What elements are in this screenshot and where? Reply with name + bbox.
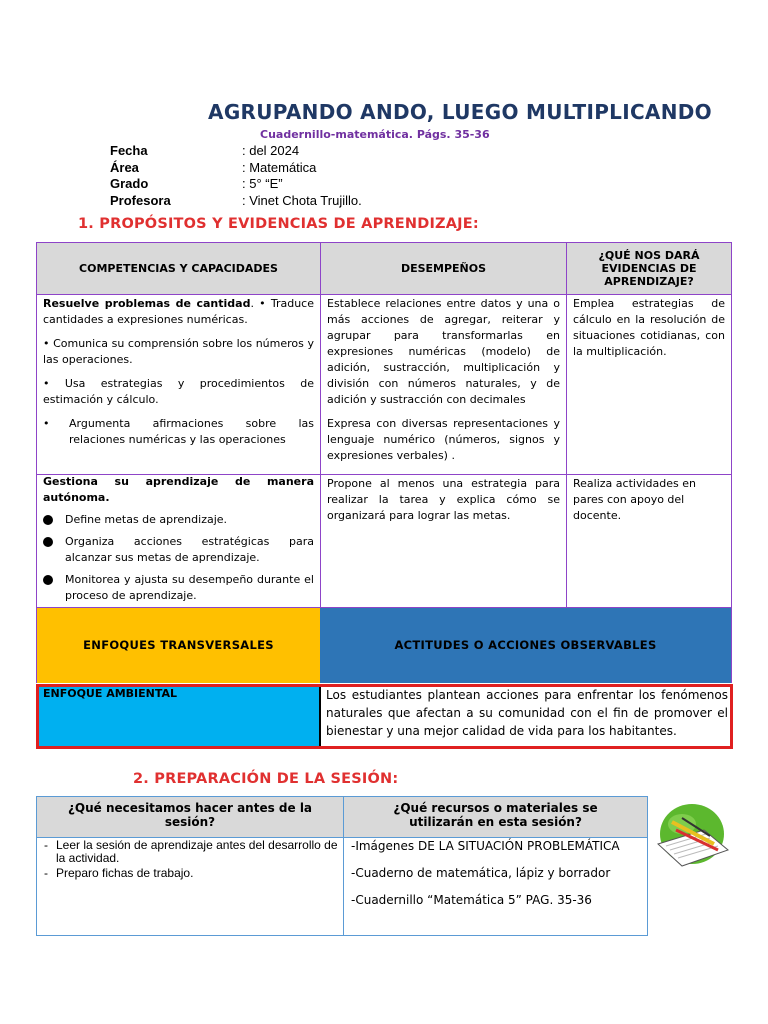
- grid-line: [37, 474, 732, 475]
- actitudes-header: ACTITUDES O ACCIONES OBSERVABLES: [320, 607, 731, 683]
- info-row-grado: [110, 176, 362, 193]
- info-value: : del 2024: [242, 143, 300, 158]
- col2-header: ¿Qué recursos o materiales se utilizarán en esta sesión?: [344, 797, 647, 837]
- header-competencias: COMPETENCIAS Y CAPACIDADES: [37, 243, 320, 294]
- info-value: : Matemática: [242, 159, 317, 175]
- col-divider: [343, 797, 344, 935]
- enfoque-name: ENFOQUE AMBIENTAL: [39, 687, 319, 746]
- header-desempenos: DESEMPEÑOS: [321, 243, 566, 294]
- header-evidencias: ¿QUÉ NOS DARÁ EVIDENCIAS DE APRENDIZAJE?: [567, 243, 731, 294]
- row1-desempenos: [321, 294, 566, 474]
- grid-line: [37, 242, 732, 243]
- info-block: [110, 143, 362, 209]
- competencia-title-tail: . • Traduce cantidades a expresiones numéricas.: [43, 297, 314, 326]
- enfoque-text: Los estudiantes plantean acciones para enfrentar los fenómenos naturales que afectan a su comunidad con el fin de promover el bienestar y una mejor calidad de vida para los habitantes.: [326, 688, 728, 738]
- row1-competencias: [37, 294, 320, 474]
- list-item: Preparo fichas de trabajo.: [56, 866, 194, 880]
- list-item: -Imágenes DE LA SITUACIÓN PROBLEMÁTICA: [351, 839, 620, 853]
- row2-desempenos: Propone al menos una estrategia para realizar la tarea y explica cómo se organizará para lograr las metas.: [327, 477, 560, 522]
- capacidad-item: Monitorea y ajusta su desempeño durante el proceso de aprendizaje.: [65, 573, 314, 602]
- document-title: AGRUPANDO ANDO, LUEGO MULTIPLICANDO: [208, 100, 712, 124]
- col1-header: ¿Qué necesitamos hacer antes de la sesión?: [37, 797, 343, 837]
- row2-evidencias: Realiza actividades en pares con apoyo del docente.: [573, 477, 696, 522]
- grid-line: [566, 242, 567, 607]
- desempeno-item: Establece relaciones entre datos y una o más acciones de agregar, reiterar y agrupar para transformarlas en expresiones numéricas (modelo) de adición, sustracción, multiplicación y división con números naturales, y de adición y sustracción con decimales: [327, 297, 560, 406]
- enfoques-header: ENFOQUES TRANSVERSALES: [37, 607, 320, 683]
- dash: -: [44, 838, 48, 852]
- bullet: •: [43, 417, 50, 430]
- grid-line: [731, 242, 732, 683]
- competencia-title: Gestiona su aprendizaje de manera autónoma.: [43, 475, 314, 504]
- section-1-heading: 1. PROPÓSITOS Y EVIDENCIAS DE APRENDIZAJE:: [78, 216, 479, 232]
- competencia-title: Resuelve problemas de cantidad: [43, 297, 251, 310]
- info-label: Grado: [110, 176, 149, 191]
- info-label: Profesora: [110, 192, 171, 208]
- grid-line: [320, 242, 321, 607]
- info-label: Área: [110, 159, 139, 175]
- grid-line: [37, 294, 732, 295]
- capacidad-item: • Comunica su comprensión sobre los números y las operaciones.: [43, 337, 314, 366]
- info-row-area: [110, 160, 362, 177]
- dash: -: [44, 866, 48, 880]
- list-item: Leer la sesión de aprendizaje antes del desarrollo de la actividad.: [56, 838, 338, 865]
- col2-list: [351, 839, 645, 907]
- list-item: -Cuadernillo “Matemática 5” PAG. 35-36: [351, 893, 592, 907]
- capacidad-item: Argumenta afirmaciones sobre las relaciones numéricas y las operaciones: [69, 417, 314, 446]
- desempeno-item: Expresa con diversas representaciones y lenguaje numérico (números, signos y expresiones verbales) .: [327, 417, 560, 462]
- capacidad-item: • Usa estrategias y procedimientos de estimación y cálculo.: [43, 377, 314, 406]
- list-item: -Cuaderno de matemática, lápiz y borrador: [351, 866, 611, 880]
- info-value: : 5° “E”: [242, 176, 283, 191]
- grid-line: [37, 607, 732, 608]
- col1-list: [44, 839, 340, 880]
- section-2-heading: 2. PREPARACIÓN DE LA SESIÓN:: [133, 771, 399, 787]
- info-row-fecha: [110, 143, 362, 160]
- bullet-icon: [43, 537, 53, 547]
- capacidad-item: Define metas de aprendizaje.: [65, 513, 228, 526]
- info-label: Fecha: [110, 143, 148, 158]
- info-value: : Vinet Chota Trujillo.: [242, 192, 362, 208]
- row2-competencias: [37, 474, 320, 607]
- grid-line: [36, 242, 37, 683]
- notebook-pencil-illustration-icon: [652, 800, 732, 872]
- document-subtitle: Cuadernillo-matemática. Págs. 35-36: [260, 128, 490, 141]
- bullet-icon: [43, 515, 53, 525]
- capacidad-item: Organiza acciones estratégicas para alcanzar sus metas de aprendizaje.: [65, 535, 314, 564]
- info-row-profesora: [110, 193, 362, 210]
- bullet-icon: [43, 575, 53, 585]
- row1-evidencias: Emplea estrategias de cálculo en la resolución de situaciones cotidianas, con la multiplicación.: [573, 297, 725, 358]
- divider: [319, 687, 321, 746]
